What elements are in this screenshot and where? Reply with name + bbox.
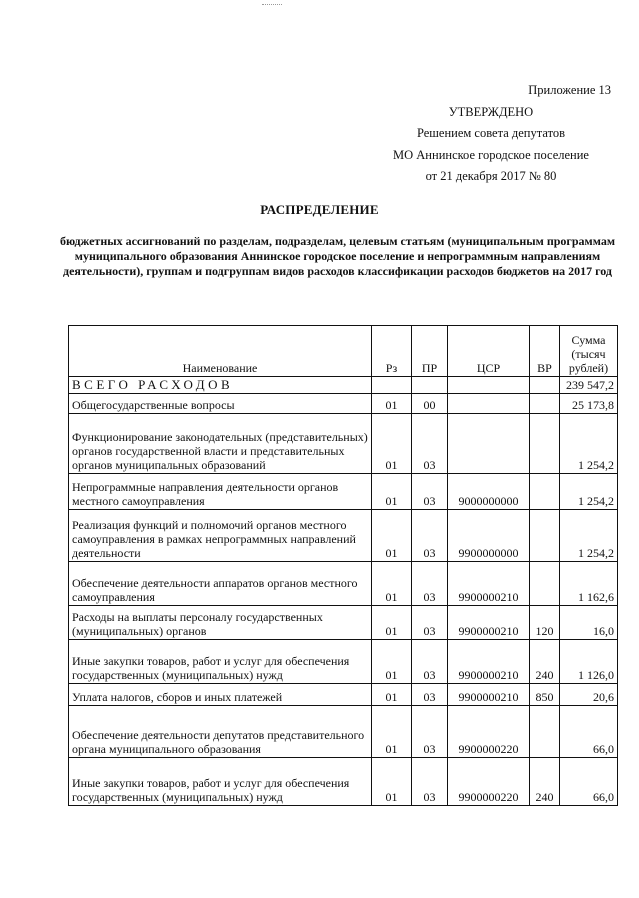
budget-table [68, 325, 618, 806]
document-title: РАСПРЕДЕЛЕНИЕ [260, 202, 379, 217]
table-cell-rz: 01 [372, 562, 412, 606]
table-cell-sum: 1 254,2 [560, 510, 618, 562]
table-cell-vr: 120 [530, 606, 560, 640]
table-cell-name: Общегосударственные вопросы [69, 394, 372, 414]
document-subtitle: бюджетных ассигнований по разделам, подразделам, целевым статьям (муниципальным программам муниципального образования Аннинское городское поселение и непрограммным направлениям деятельности), группам и подгруппам видов расходов классификации расходов бюджетов на 2017 год [60, 234, 615, 278]
table-cell-pr: 03 [412, 474, 448, 510]
table-cell-csr: 9900000210 [448, 606, 530, 640]
col-header-rz: Рз [372, 326, 412, 377]
table-row [69, 706, 618, 758]
table-cell-vr [530, 562, 560, 606]
table-row [69, 394, 618, 414]
table-row [69, 414, 618, 474]
col-header-vr: ВР [530, 326, 560, 377]
table-cell [530, 377, 560, 394]
table-cell [448, 377, 530, 394]
table-cell-sum: 25 173,8 [560, 394, 618, 414]
table-cell-name: Функционирование законодательных (представительных) органов государственной власти и представительных органов муниципальных образований [69, 414, 372, 474]
table-cell-sum: 1 254,2 [560, 474, 618, 510]
scan-mark [262, 4, 282, 7]
table-cell-csr: 9900000220 [448, 758, 530, 806]
table-cell-pr: 03 [412, 706, 448, 758]
table-row [69, 606, 618, 640]
table-cell-pr: 03 [412, 414, 448, 474]
table-cell-vr: 850 [530, 684, 560, 706]
table-cell-csr [448, 414, 530, 474]
col-header-csr: ЦСР [448, 326, 530, 377]
table-cell-vr: 240 [530, 640, 560, 684]
table-row [69, 474, 618, 510]
table-cell-csr: 9900000210 [448, 562, 530, 606]
table-cell-name: Уплата налогов, сборов и иных платежей [69, 684, 372, 706]
col-header-name: Наименование [69, 326, 372, 377]
table-cell-pr: 03 [412, 640, 448, 684]
table-cell-rz: 01 [372, 706, 412, 758]
table-cell-csr: 9000000000 [448, 474, 530, 510]
table-row [69, 510, 618, 562]
total-row [69, 377, 618, 394]
table-cell-sum: 1 254,2 [560, 414, 618, 474]
approval-block [311, 80, 611, 188]
table-cell-pr: 03 [412, 684, 448, 706]
col-header-pr: ПР [412, 326, 448, 377]
table-cell-rz: 01 [372, 684, 412, 706]
table-cell-rz: 01 [372, 606, 412, 640]
table-row [69, 684, 618, 706]
table-cell-vr [530, 706, 560, 758]
table-cell-rz: 01 [372, 640, 412, 684]
table-cell-rz: 01 [372, 414, 412, 474]
table-cell-vr [530, 414, 560, 474]
table-cell-pr: 03 [412, 606, 448, 640]
table-row [69, 758, 618, 806]
table-cell-pr: 00 [412, 394, 448, 414]
table-row [69, 562, 618, 606]
decision-label: Решением совета депутатов [416, 126, 566, 140]
table-cell-name: Иные закупки товаров, работ и услуг для обеспечения государственных (муниципальных) нужд [69, 758, 372, 806]
table-cell-name: Расходы на выплаты персоналу государственных (муниципальных) органов [69, 606, 372, 640]
table-cell-rz: 01 [372, 510, 412, 562]
table-cell-vr [530, 510, 560, 562]
table-cell-vr: 240 [530, 758, 560, 806]
table-cell-pr: 03 [412, 562, 448, 606]
table-cell-name: Иные закупки товаров, работ и услуг для обеспечения государственных (муниципальных) нужд [69, 640, 372, 684]
table-cell-rz: 01 [372, 474, 412, 510]
table-cell-rz: 01 [372, 758, 412, 806]
table-cell-csr: 9900000220 [448, 706, 530, 758]
table-cell-name: Непрограммные направления деятельности органов местного самоуправления [69, 474, 372, 510]
table-cell-name: Обеспечение деятельности аппаратов органов местного самоуправления [69, 562, 372, 606]
total-sum: 239 547,2 [560, 377, 618, 394]
date-number-label: от 21 декабря 2017 № 80 [425, 169, 557, 183]
table-row [69, 640, 618, 684]
table-cell [372, 377, 412, 394]
table-cell-vr [530, 394, 560, 414]
table-cell-sum: 66,0 [560, 758, 618, 806]
table-cell [412, 377, 448, 394]
table-cell-sum: 20,6 [560, 684, 618, 706]
table-cell-csr: 9900000210 [448, 684, 530, 706]
table-cell-sum: 16,0 [560, 606, 618, 640]
table-cell-name: Обеспечение деятельности депутатов представительного органа муниципального образования [69, 706, 372, 758]
total-label: ВСЕГО РАСХОДОВ [69, 377, 372, 394]
approved-label: УТВЕРЖДЕНО [448, 104, 534, 119]
municipality-label: МО Аннинское городское поселение [393, 147, 589, 162]
table-cell-vr [530, 474, 560, 510]
table-cell-rz: 01 [372, 394, 412, 414]
table-cell-pr: 03 [412, 510, 448, 562]
table-cell-csr [448, 394, 530, 414]
table-cell-sum: 1 162,6 [560, 562, 618, 606]
table-header-row [69, 326, 618, 377]
table-cell-csr: 9900000210 [448, 640, 530, 684]
table-cell-name: Реализация функций и полномочий органов местного самоуправления в рамках непрограммных направлений деятельности [69, 510, 372, 562]
table-cell-pr: 03 [412, 758, 448, 806]
appendix-label: Приложение 13 [528, 83, 611, 97]
col-header-sum: Сумма (тысяч рублей) [560, 326, 618, 377]
table-cell-csr: 9900000000 [448, 510, 530, 562]
table-cell-sum: 66,0 [560, 706, 618, 758]
table-cell-sum: 1 126,0 [560, 640, 618, 684]
